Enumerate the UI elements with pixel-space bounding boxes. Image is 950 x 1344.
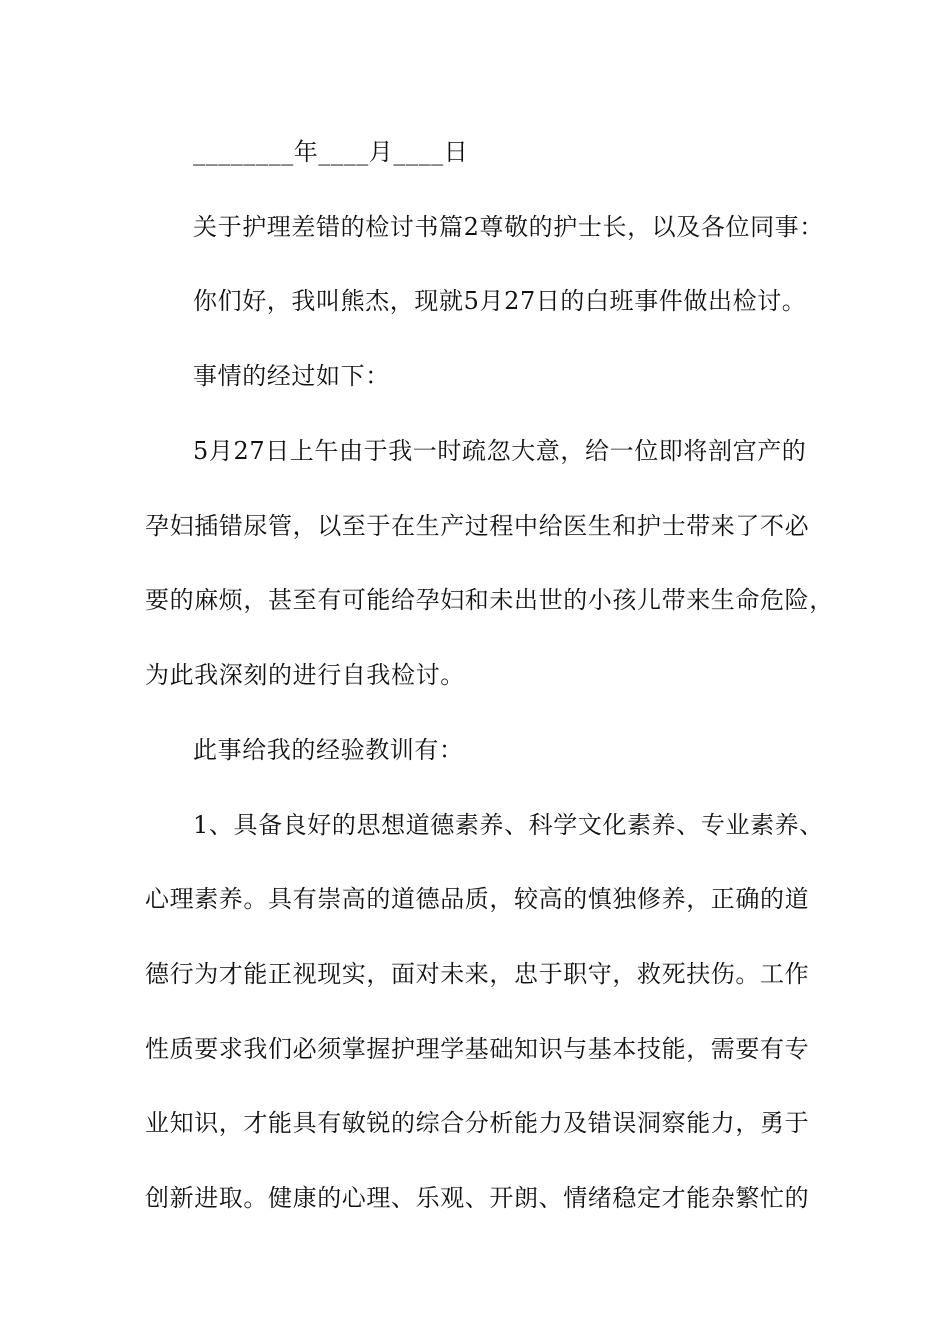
greeting-line: 你们好，我叫熊杰，现就5月27日的白班事件做出检讨。 <box>193 287 807 315</box>
paragraph-title-line: 关于护理差错的检讨书篇2尊敬的护士长，以及各位同事： <box>193 213 824 241</box>
text-line: 孕妇插错尿管，以至于在生产过程中给医生和护士带来了不必 <box>145 512 810 540</box>
text-line: 性质要求我们必须掌握护理学基础知识与基本技能，需要有专 <box>145 1035 810 1063</box>
text-line: 创新进取。健康的心理、乐观、开朗、情绪稳定才能杂繁忙的 <box>145 1184 810 1212</box>
text-line: 要的麻烦，甚至有可能给孕妇和未出世的小孩儿带来生命危险， <box>145 586 834 614</box>
event-intro-line: 事情的经过如下： <box>193 362 390 390</box>
text-line: 5月27日上午由于我一时疏忽大意，给一位即将剖宫产的 <box>193 437 807 465</box>
text-line: 业知识，才能具有敏锐的综合分析能力及错误洞察能力，勇于 <box>145 1109 810 1137</box>
lessons-heading-line: 此事给我的经验教训有： <box>193 736 464 764</box>
text-line: 德行为才能正视现实，面对未来，忠于职守，救死扶伤。工作 <box>145 960 810 988</box>
text-line: 为此我深刻的进行自我检讨。 <box>145 661 465 689</box>
text-line: 1、具备良好的思想道德素养、科学文化素养、专业素养、 <box>193 811 824 839</box>
text-line: 心理素养。具有崇高的道德品质，较高的慎独修养，正确的道 <box>145 885 810 913</box>
date-line: ________年____月____日 <box>193 138 469 166</box>
